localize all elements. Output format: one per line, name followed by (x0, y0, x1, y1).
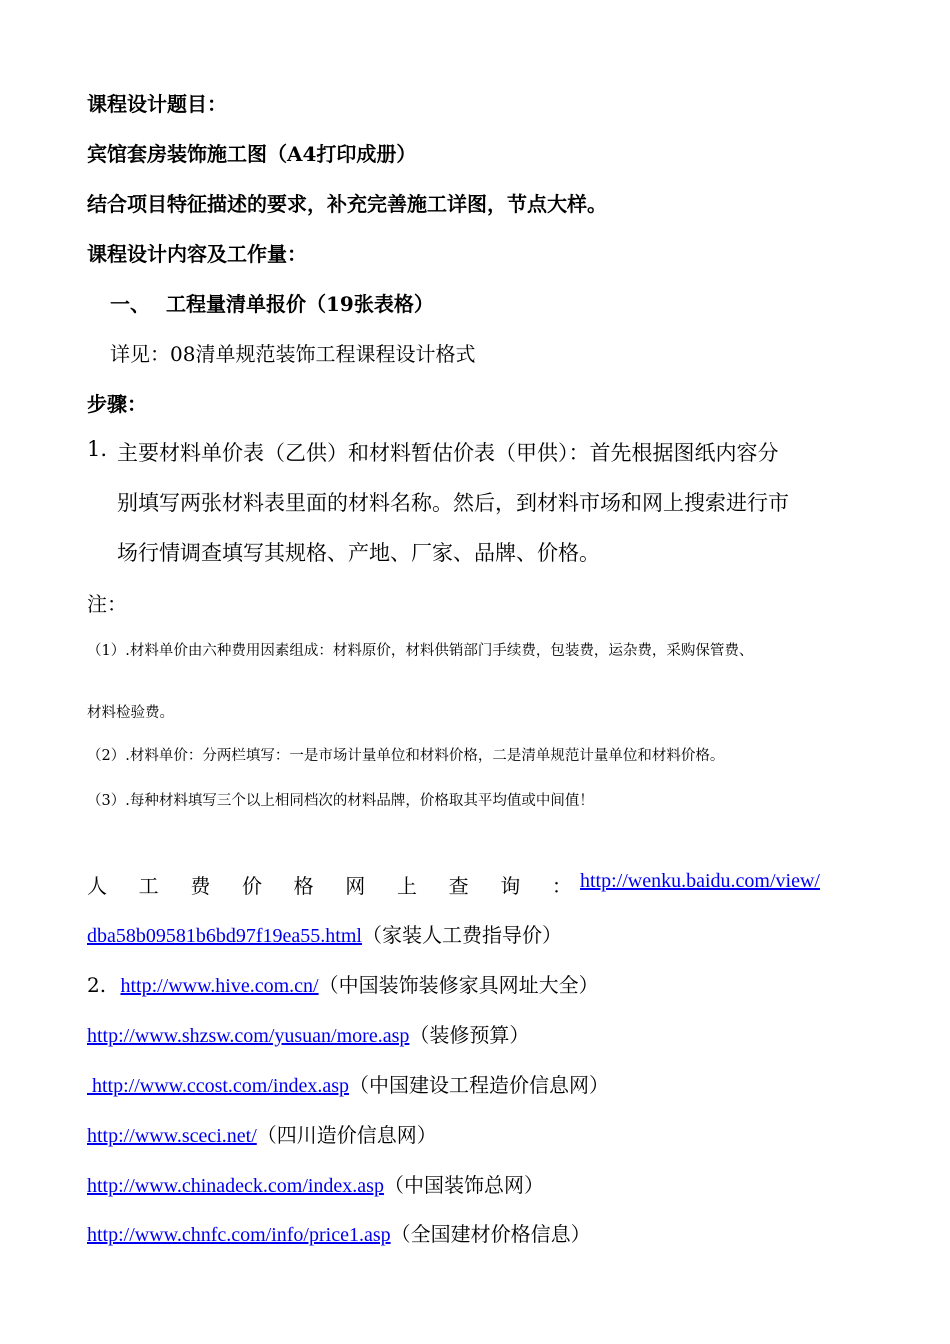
shzsw-link[interactable]: http://www.shzsw.com/yusuan/more.asp (87, 1025, 410, 1047)
course-title: 宾馆套房装饰施工图（A4打印成册） (87, 142, 417, 166)
labor-fee-link-desc: （家装人工费指导价） (361, 923, 562, 947)
labor-char: 网 (345, 874, 366, 898)
chnfc-link[interactable]: http://www.chnfc.com/info/price1.asp (87, 1224, 391, 1246)
note3-text: （3）.每种材料填写三个以上相同档次的材料品牌，价格取其平均值或中间值！ (87, 793, 594, 809)
note-heading: 注： (87, 592, 127, 616)
labor-fee-link-part1[interactable]: http://wenku.baidu.com/view/ (580, 870, 820, 892)
chinadeck-link-desc: （中国装饰总网） (383, 1173, 544, 1197)
link-row (87, 1019, 529, 1048)
step1-number: 1. (87, 437, 108, 461)
ccost-link-desc: （中国建设工程造价信息网） (349, 1073, 609, 1097)
labor-char: 人 (87, 874, 107, 898)
labor-char: 费 (190, 874, 211, 898)
content-heading: 课程设计内容及工作量： (87, 242, 307, 266)
labor-char: 价 (241, 874, 262, 898)
link-row (87, 1218, 591, 1247)
labor-char: 查 (448, 874, 469, 898)
labor-char: 工 (138, 874, 159, 898)
steps-heading: 步骤： (87, 392, 147, 416)
labor-fee-line2 (87, 919, 562, 948)
sceci-link[interactable]: http://www.sceci.net/ (87, 1125, 257, 1147)
hive-link[interactable]: http://www.hive.com.cn/ (120, 975, 319, 997)
step1-line2: 别填写两张材料表里面的材料名称。然后，到材料市场和网上搜索进行市 (117, 491, 789, 515)
labor-char: ： (551, 874, 572, 898)
note2-text: （2）.材料单价：分两栏填写：一是市场计量单位和材料价格，二是清单规范计量单位和材料价格。 (87, 748, 725, 764)
chnfc-link-desc: （全国建材价格信息） (390, 1222, 591, 1246)
link-row (87, 1169, 544, 1198)
labor-fee-label (87, 870, 572, 899)
chinadeck-link[interactable]: http://www.chinadeck.com/index.asp (87, 1175, 384, 1197)
ccost-link[interactable]: http://www.ccost.com/index.asp (87, 1075, 349, 1097)
labor-fee-link-part2[interactable]: dba58b09581b6bd97f19ea55.html (87, 925, 362, 947)
link-row (87, 1069, 609, 1098)
note1-line2: 材料检验费。 (87, 705, 174, 721)
section1-number: 一、 (110, 292, 150, 316)
course-title-label: 课程设计题目： (87, 92, 227, 116)
sceci-link-desc: （四川造价信息网） (256, 1123, 437, 1147)
shzsw-link-desc: （装修预算） (409, 1023, 530, 1047)
note1-line1: （1）.材料单价由六种费用因素组成：材料原价，材料供销部门手续费，包装费，运杂费，采购保管费、 (87, 643, 754, 659)
step2-line (87, 969, 599, 998)
step1-line3: 场行情调查填写其规格、产地、厂家、品牌、价格。 (117, 541, 600, 565)
requirement-text: 结合项目特征描述的要求，补充完善施工详图，节点大样。 (87, 192, 607, 216)
hive-link-desc: （中国装饰装修家具网址大全） (318, 973, 599, 997)
step1-line1: 主要材料单价表（乙供）和材料暂估价表（甲供）：首先根据图纸内容分 (117, 441, 779, 465)
labor-char: 上 (396, 874, 417, 898)
labor-char: 询 (500, 874, 521, 898)
step2-number: 2. (87, 973, 107, 997)
labor-char: 格 (293, 874, 314, 898)
section1-title: 工程量清单报价（19张表格） (166, 292, 434, 316)
link-row (87, 1119, 437, 1148)
section1-detail: 详见：08清单规范装饰工程课程设计格式 (110, 342, 476, 366)
